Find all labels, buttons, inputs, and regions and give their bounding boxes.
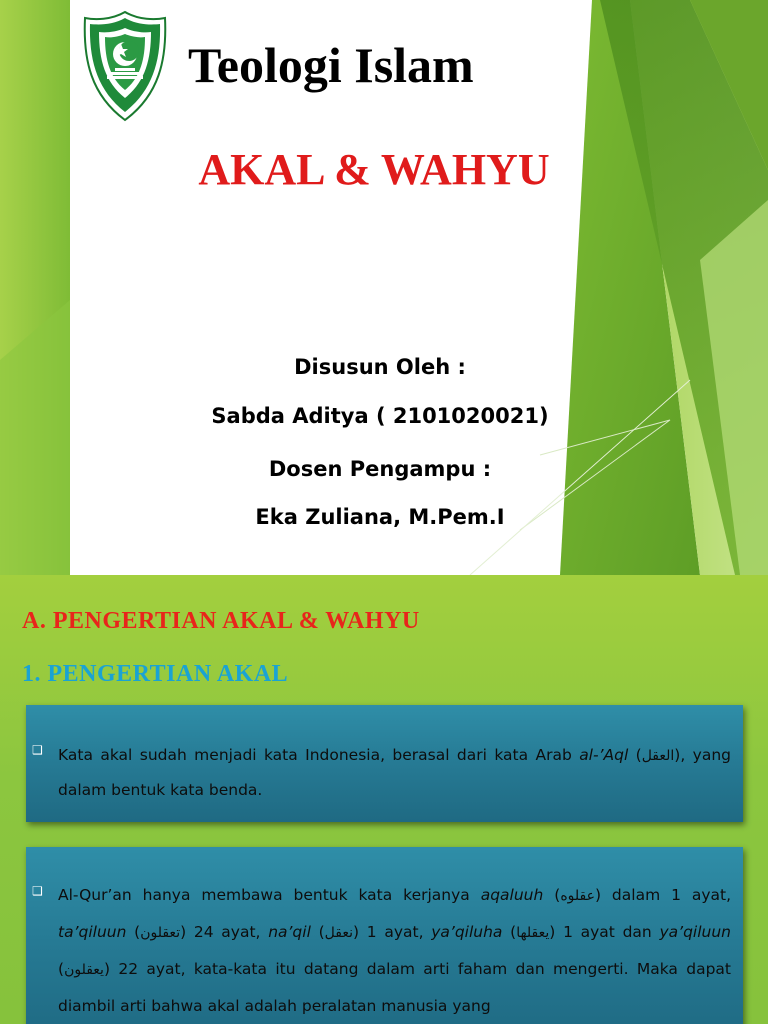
presentation-title: Teologi Islam <box>188 37 474 93</box>
arabic-term: يعقلون <box>64 962 104 978</box>
definition-box-2 <box>26 847 743 1024</box>
lecturer-label: Dosen Pengampu : <box>268 457 492 481</box>
section-heading: A. PENGERTIAN AKAL & WAHYU <box>22 608 420 634</box>
arabic-term: يعقلها <box>516 925 550 941</box>
arabic-term: العقل <box>641 748 675 764</box>
university-logo <box>81 10 169 122</box>
arabic-term: عقلوه <box>560 888 595 904</box>
paragraph-1: Kata akal sudah menjadi kata Indonesia, berasal dari kata Arab al-’Aql (العقل), yang dalam bentuk kata benda. <box>58 746 731 799</box>
bullet-icon: ❑ <box>32 884 43 898</box>
bullet-icon: ❑ <box>32 743 43 757</box>
author-name: Sabda Aditya ( 2101020021) <box>211 404 549 428</box>
lecturer-name: Eka Zuliana, M.Pem.I <box>255 505 505 529</box>
content-slide <box>0 575 768 1024</box>
prepared-by-label: Disusun Oleh : <box>294 355 466 379</box>
definition-box-1 <box>26 705 743 822</box>
arabic-term: تعقلون <box>140 925 181 941</box>
arabic-term: نعقل <box>324 925 353 941</box>
paragraph-2: Al-Qur’an hanya membawa bentuk kata kerjanya aqaluuh (عقلوه) dalam 1 ayat, ta’qiluun (تعقلون) 24 ayat, na’qil (نعقل) 1 ayat, ya’qiluha (يعقلها) 1 ayat dan ya’qiluun (يعقلون) 22 ayat, kata-kata itu datang dalam arti faham dan mengerti. Maka dapat diambil arti bahwa akal adalah peralatan manusia yang <box>58 886 732 1015</box>
presentation-subtitle: AKAL & WAHYU <box>198 145 550 194</box>
subsection-heading: 1. PENGERTIAN AKAL <box>22 661 289 687</box>
term-al-aql: al-’Aql <box>579 746 629 764</box>
